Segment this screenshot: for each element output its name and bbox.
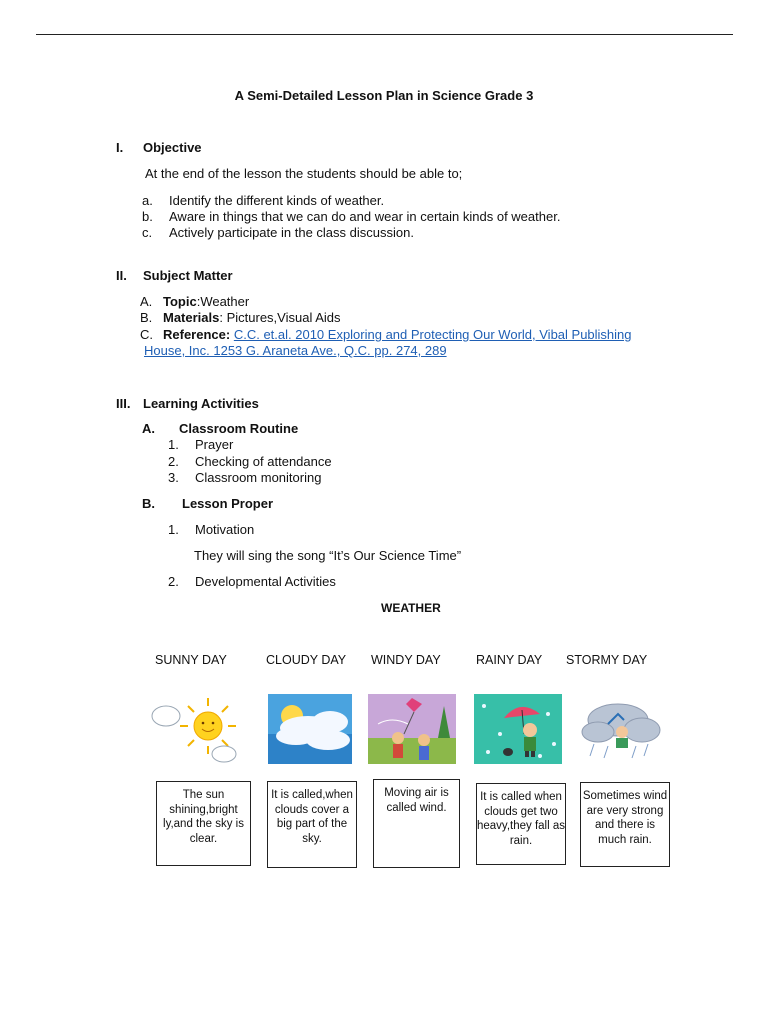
label-stormy-day: STORMY DAY: [566, 653, 648, 667]
list-marker: 1.: [168, 437, 179, 452]
rainy-day-description: It is called when clouds get two heavy,they fall as rain.: [476, 783, 566, 865]
list-marker: b.: [142, 209, 153, 224]
cloudy-day-picture: [268, 694, 352, 764]
developmental-activities-label: Developmental Activities: [195, 574, 336, 589]
materials-value: : Pictures,Visual Aids: [219, 310, 341, 325]
list-item: Prayer: [195, 437, 234, 452]
section-number: I.: [116, 140, 124, 155]
section-number: III.: [116, 396, 131, 411]
list-marker: 2.: [168, 574, 179, 589]
sunny-day-picture: [148, 694, 242, 764]
section-heading-objective: Objective: [143, 140, 202, 155]
subheading-lesson-proper: Lesson Proper: [182, 496, 274, 511]
reference-line: [163, 327, 632, 342]
section-heading-subject-matter: Subject Matter: [143, 268, 233, 283]
reference-link-continued[interactable]: House, Inc. 1253 G. Araneta Ave., Q.C. pp. 274, 289: [144, 343, 447, 358]
reference-label: Reference: [163, 327, 226, 342]
rainy-day-picture: [474, 694, 562, 764]
list-item: Identify the different kinds of weather.: [169, 193, 385, 208]
list-marker: A.: [142, 421, 155, 436]
windy-day-picture: [368, 694, 456, 764]
reference-link[interactable]: C.C. et.al. 2010 Exploring and Protecting Our World, Vibal Publishing: [233, 327, 632, 342]
list-marker: A.: [140, 294, 153, 309]
label-rainy-day: RAINY DAY: [476, 653, 543, 667]
list-marker: B.: [140, 310, 153, 325]
stormy-day-picture: [578, 694, 664, 764]
list-marker: 2.: [168, 454, 179, 469]
list-marker: B.: [142, 496, 155, 511]
top-rule: [36, 34, 733, 35]
topic-line: [163, 294, 249, 309]
materials-label: Materials: [163, 310, 220, 325]
windy-day-description: Moving air is called wind.: [373, 779, 460, 868]
motivation-label: Motivation: [195, 522, 255, 537]
list-marker: 3.: [168, 470, 179, 485]
list-marker: a.: [142, 193, 153, 208]
objective-intro: At the end of the lesson the students should be able to;: [145, 166, 463, 181]
stormy-day-description: Sometimes wind are very strong and there is much rain.: [580, 782, 670, 867]
reference-colon: :: [225, 327, 234, 342]
sunny-day-description: The sun shining,bright ly,and the sky is clear.: [156, 781, 251, 866]
list-marker: C.: [140, 327, 153, 342]
materials-line: [163, 310, 341, 325]
subheading-classroom-routine: Classroom Routine: [179, 421, 299, 436]
topic-label: Topic: [163, 294, 197, 309]
list-item: Classroom monitoring: [195, 470, 322, 485]
section-number: II.: [116, 268, 127, 283]
weather-heading: WEATHER: [381, 601, 441, 615]
list-item: Checking of attendance: [195, 454, 332, 469]
list-item: Aware in things that we can do and wear in certain kinds of weather.: [169, 209, 561, 224]
cloudy-day-description: It is called,when clouds cover a big part of the sky.: [267, 781, 357, 868]
label-sunny-day: SUNNY DAY: [155, 653, 227, 667]
label-windy-day: WINDY DAY: [371, 653, 441, 667]
list-marker: c.: [142, 225, 153, 240]
list-marker: 1.: [168, 522, 179, 537]
motivation-text: They will sing the song “It’s Our Science Time”: [194, 548, 462, 563]
section-heading-learning-activities: Learning Activities: [143, 396, 259, 411]
list-item: Actively participate in the class discussion.: [169, 225, 414, 240]
topic-value: :Weather: [196, 294, 250, 309]
label-cloudy-day: CLOUDY DAY: [266, 653, 347, 667]
page-title: A Semi-Detailed Lesson Plan in Science Grade 3: [234, 88, 534, 103]
